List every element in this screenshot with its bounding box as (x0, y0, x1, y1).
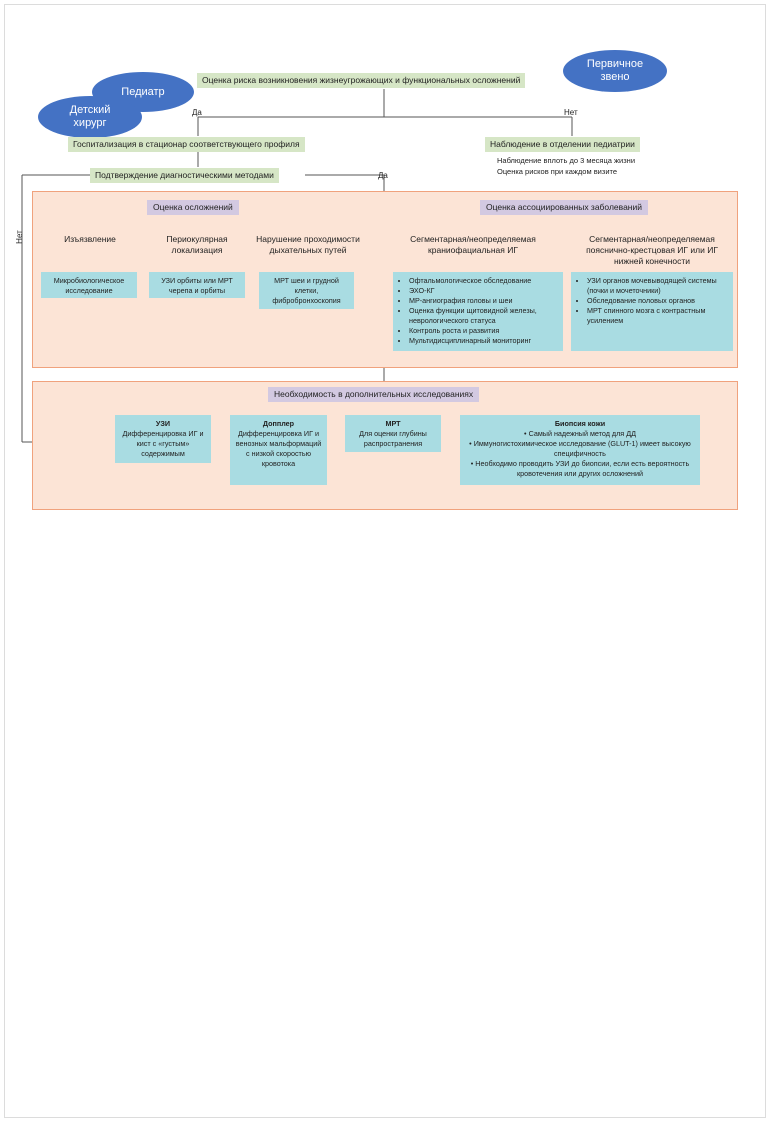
pediatr-label: Педиатр (121, 85, 165, 98)
periocular-heading: Периокулярная локализация (166, 234, 228, 255)
lumbo-item: • Обследование половых органов (587, 296, 729, 306)
uzi-text: Дифференцировка ИГ и кист с «густым» содержимым (122, 429, 204, 458)
biopsy-item: • Необходимо проводить УЗИ до биопсии, если есть вероятность кровотечения или других осложнений (470, 459, 690, 478)
cranio-item: • ЭХО-КГ (409, 286, 559, 296)
associated-diseases-title: Оценка ассоциированных заболеваний (480, 200, 648, 215)
microbiology-box: Микробиологическое исследование (41, 272, 137, 298)
risk-assessment-box: Оценка риска возникновения жизнеугрожающих и функциональных осложнений (197, 73, 525, 88)
cranio-item: • Мультидисциплинарный мониторинг (409, 336, 559, 346)
pediatric-surgeon-oval (38, 96, 142, 138)
pediatric-surgeon-label: Детский хирург (69, 104, 111, 129)
lumbosacral-heading: Сегментарная/неопределяемая пояснично-крестцовая ИГ или ИГ нижней конечности (586, 234, 718, 266)
hospitalization-box: Госпитализация в стационар соответствующего профиля (68, 137, 305, 152)
mrt-box (345, 415, 441, 452)
biopsy-item: • Иммуногистохимическое исследование (GLUT-1) имеет высокую специфичность (469, 439, 691, 458)
uzi-title: УЗИ (155, 419, 171, 428)
primary-care-label: Первичное звено (586, 58, 644, 83)
complications-title: Оценка осложнений (147, 200, 239, 215)
observation-box: Наблюдение в отделении педиатрии (485, 137, 640, 152)
observation-note-1: Наблюдение вплоть до 3 месяца жизни (497, 156, 636, 165)
doppler-text: Дифференцировка ИГ и венозных мальформаций с низкой скоростью кровотока (235, 429, 322, 468)
observation-note-2: Оценка рисков при каждом визите (497, 167, 618, 176)
additional-tests-title: Необходимость в дополнительных исследованиях (268, 387, 479, 402)
primary-care-oval (563, 50, 667, 92)
airway-heading: Нарушение проходимости дыхательных путей (256, 234, 360, 255)
yes-label-2: Да (378, 171, 388, 180)
cranio-item: • Оценка функции щитовидной железы, неврологического статуса (409, 306, 559, 326)
orbit-imaging-box: УЗИ орбиты или МРТ черепа и орбиты (149, 272, 245, 298)
mrt-title: МРТ (385, 419, 401, 428)
biopsy-title: Биопсия кожи (554, 419, 606, 428)
doppler-box (230, 415, 327, 485)
lumbosacral-exams-box (571, 272, 733, 351)
no-label-1: Нет (564, 108, 578, 117)
confirmation-box: Подтверждение диагностическими методами (90, 168, 279, 183)
craniofacial-exams-box (393, 272, 563, 351)
doppler-title: Допплер (262, 419, 295, 428)
cranio-item: • Контроль роста и развития (409, 326, 559, 336)
cranio-item: • Офтальмологическое обследование (409, 276, 559, 286)
no-label-side: Нет (14, 230, 24, 244)
neck-mri-box: МРТ шеи и грудной клетки, фибробронхоскопия (259, 272, 354, 309)
craniofacial-heading: Сегментарная/неопределяемая краниофациальная ИГ (410, 234, 536, 255)
lumbo-item: • УЗИ органов мочевыводящей системы (почки и мочеточники) (587, 276, 729, 296)
lumbo-item: • МРТ спинного мозга с контрастным усилением (587, 306, 729, 326)
biopsy-box (460, 415, 700, 485)
cranio-item: • МР-ангиография головы и шеи (409, 296, 559, 306)
biopsy-item: • Самый надежный метод для ДД (524, 429, 636, 438)
yes-label-1: Да (192, 108, 202, 117)
uzi-box (115, 415, 211, 463)
mrt-text: Для оценки глубины распространения (359, 429, 427, 448)
ulceration-heading: Изъязвление (64, 234, 116, 244)
